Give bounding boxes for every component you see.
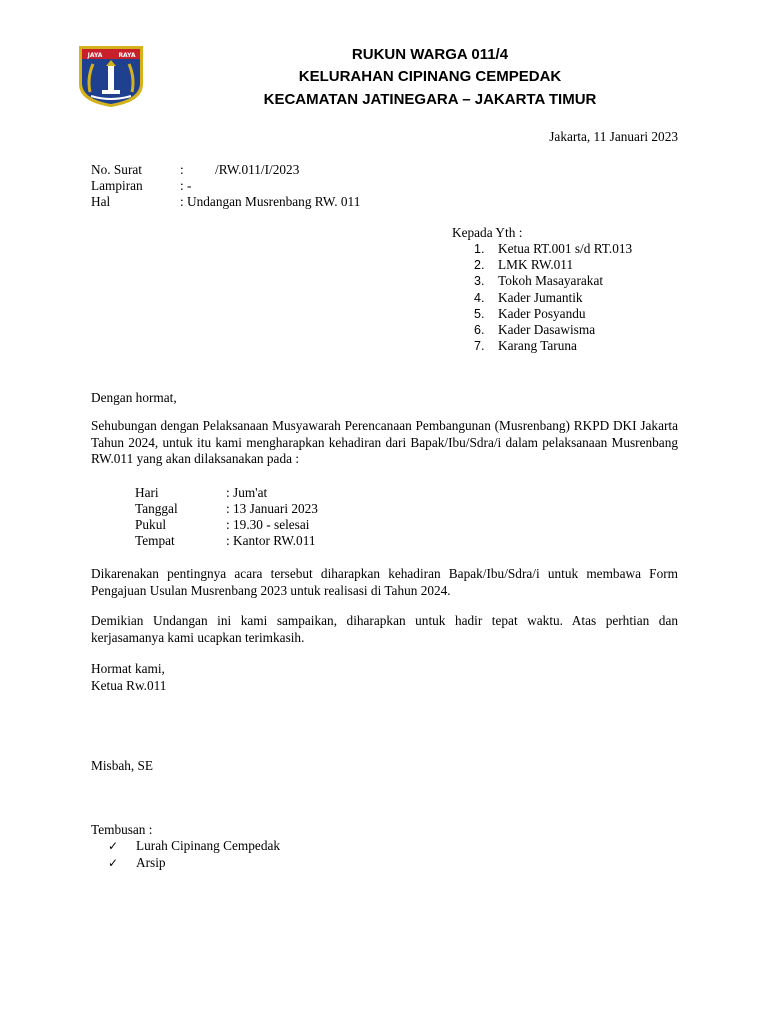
list-item-text: Ketua RT.001 s/d RT.013 xyxy=(498,241,633,256)
schedule-value-hari: : Jum'at xyxy=(226,485,268,500)
lampiran-label: Lampiran xyxy=(91,178,143,193)
list-item-text: LMK RW.011 xyxy=(498,257,574,273)
checkmark-icon: ✓ xyxy=(108,856,119,870)
list-number: 1. xyxy=(474,242,485,256)
logo-banner-right: RAYA xyxy=(118,52,136,59)
list-number: 3. xyxy=(474,274,485,289)
greeting: Dengan hormat, xyxy=(91,390,177,405)
recipients-heading: Kepada Yth : xyxy=(452,225,523,240)
closing-line-1: Hormat kami, xyxy=(91,661,165,676)
list-number: 4. xyxy=(474,290,485,305)
list-item xyxy=(474,257,632,273)
list-item xyxy=(474,273,632,289)
list-item xyxy=(474,338,632,354)
cc-item xyxy=(108,855,166,871)
no-surat-label: No. Surat xyxy=(91,162,142,177)
cc-item-text: Arsip xyxy=(136,855,166,870)
list-number: 7. xyxy=(474,339,485,354)
schedule-label-hari: Hari xyxy=(135,485,159,500)
list-item xyxy=(474,322,632,338)
recipients-list xyxy=(474,241,632,354)
logo-banner-left: JAYA xyxy=(87,52,103,59)
list-item xyxy=(474,290,632,306)
letter-date: Jakarta, 11 Januari 2023 xyxy=(549,129,678,144)
schedule-value-pukul: : 19.30 - selesai xyxy=(226,517,310,532)
list-item-text: Kader Posyandu xyxy=(498,305,586,321)
lampiran-value: : - xyxy=(180,178,192,193)
list-item xyxy=(474,306,632,322)
list-number: 2. xyxy=(474,258,485,273)
closing-line-2: Ketua Rw.011 xyxy=(91,678,167,693)
letterhead-line-3: KECAMATAN JATINEGARA – JAKARTA TIMUR xyxy=(263,91,597,108)
hal-label: Hal xyxy=(91,194,111,209)
list-item-text: Tokoh Masayarakat xyxy=(498,273,604,289)
schedule-label-tanggal: Tanggal xyxy=(135,501,178,516)
list-item xyxy=(474,241,632,257)
list-item-text: Kader Jumantik xyxy=(498,289,583,305)
signer-name: Misbah, SE xyxy=(91,758,154,773)
body-paragraph-3: Demikian Undangan ini kami sampaikan, diharapkan untuk hadir tepat waktu. Atas perhtian dan kerjasamanya kami ucapkan terimkasih. xyxy=(91,613,678,645)
schedule-value-tempat: : Kantor RW.011 xyxy=(226,533,316,548)
letterhead-line-2: KELURAHAN CIPINANG CEMPEDAK xyxy=(298,68,562,85)
schedule-value-tanggal: : 13 Januari 2023 xyxy=(226,501,318,516)
no-surat-value: /RW.011/I/2023 xyxy=(215,162,300,177)
list-item-text: Karang Taruna xyxy=(498,338,577,354)
intro-paragraph: Sehubungan dengan Pelaksanaan Musyawarah Perencanaan Pembangunan (Musrenbang) RKPD DKI Jakarta Tahun 2024, untuk itu kami mengharapkan kehadiran dari Bapak/Ibu/Sdra/i dalam pelaksanaan Musrenbang RW.011 yang akan dilaksanakan pada : xyxy=(91,418,678,466)
schedule-label-tempat: Tempat xyxy=(135,533,175,548)
list-item-text: Kader Dasawisma xyxy=(498,321,596,337)
cc-item xyxy=(108,838,280,854)
checkmark-icon: ✓ xyxy=(108,839,119,853)
schedule-label-pukul: Pukul xyxy=(135,517,167,532)
list-number: 5. xyxy=(474,306,485,321)
no-surat-separator: : xyxy=(180,162,184,177)
cc-heading: Tembusan : xyxy=(91,822,153,837)
list-number: 6. xyxy=(474,322,485,337)
letterhead-line-1: RUKUN WARGA 011/4 xyxy=(351,46,509,63)
body-paragraph-2: Dikarenakan pentingnya acara tersebut diharapkan kehadiran Bapak/Ibu/Sdra/i untuk membawa Form Pengajuan Usulan Musrenbang 2023 untuk realisasi di Tahun 2024. xyxy=(91,566,678,598)
cc-item-text: Lurah Cipinang Cempedak xyxy=(136,838,281,853)
jakarta-emblem-logo xyxy=(77,44,145,108)
hal-value: : Undangan Musrenbang RW. 011 xyxy=(180,194,361,209)
